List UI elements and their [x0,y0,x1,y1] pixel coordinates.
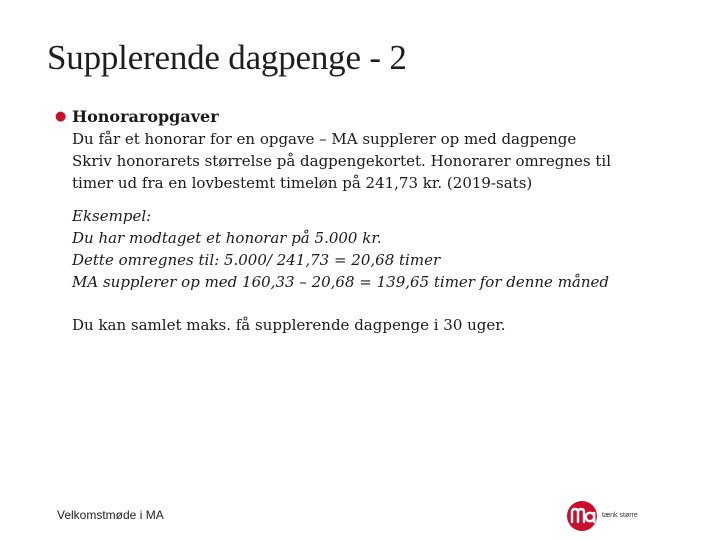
slide-title: Supplerende dagpenge - 2 [47,38,407,77]
example-line: Dette omregnes til: 5.000/ 241,73 = 20,68 timer [72,251,441,269]
example-line: Du har modtaget et honorar på 5.000 kr. [72,229,382,247]
bullet-dot-icon: ● [55,109,67,124]
bullet-line: Skriv honorarets størrelse på dagpengekortet. Honorarer omregnes til [72,152,611,170]
bullet-heading: Honoraropgaver [72,107,219,126]
ma-logo-mark-icon [566,500,600,532]
closing-text: Du kan samlet maks. få supplerende dagpenge i 30 uger. [72,316,506,334]
bullet-line: Du får et honorar for en opgave – MA supplerer op med dagpenge [72,130,577,148]
example-line: Eksempel: [72,207,152,225]
slide-content [55,106,692,336]
example-line: MA supplerer op med 160,33 – 20,68 = 139,65 timer for denne måned [72,273,610,291]
bullet-line: timer ud fra en lovbestemt timeløn på 241,73 kr. (2019-sats) [72,174,533,192]
bullet-item [55,106,692,194]
footer-text: Velkomstmøde i MA [57,508,164,522]
logo-tagline: tænk større [602,512,638,519]
example-block [72,205,692,293]
ma-logo [566,500,666,532]
